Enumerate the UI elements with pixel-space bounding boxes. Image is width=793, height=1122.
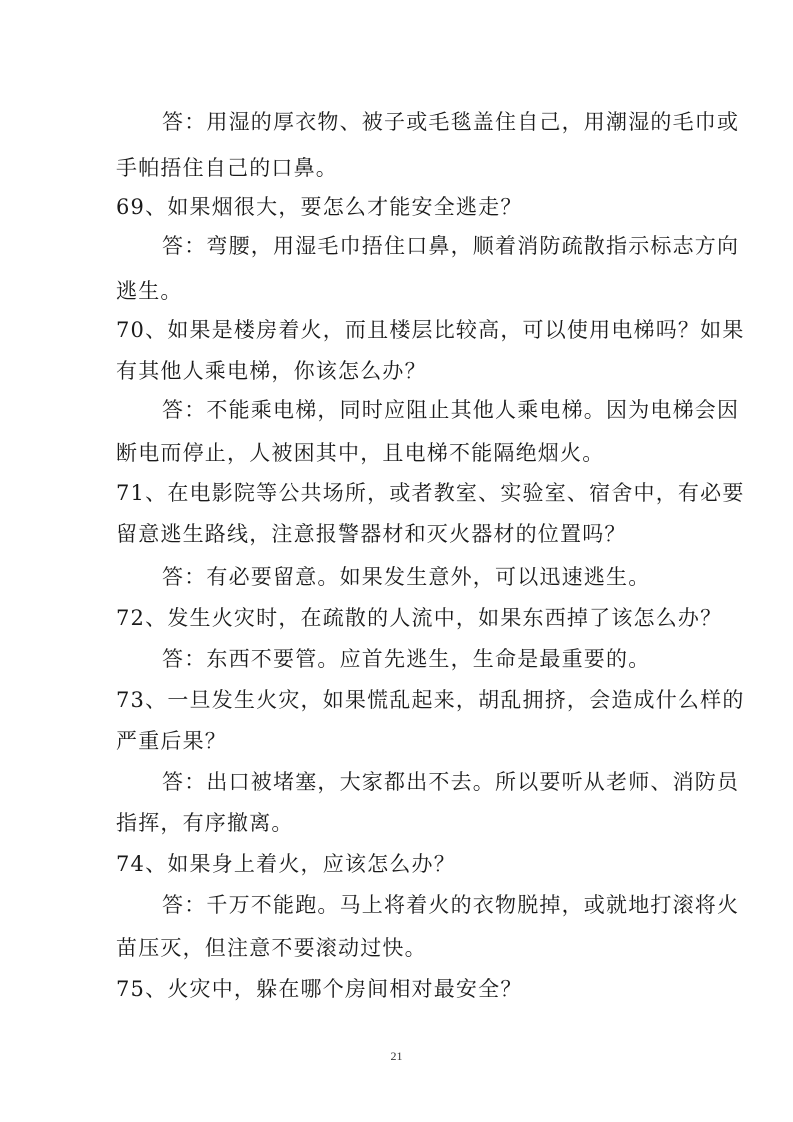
answer-69-line-2: 逃生。 — [116, 279, 183, 303]
question-70-line-2: 有其他人乘电梯，你该怎么办？ — [116, 359, 427, 383]
question-73-line-1: 73、一旦发生火灾，如果慌乱起来，胡乱拥挤，会造成什么样的 — [116, 688, 745, 712]
answer-70-line-1: 答：不能乘电梯，同时应阻止其他人乘电梯。因为电梯会因 — [162, 398, 740, 422]
question-70-line-1: 70、如果是楼房着火，而且楼层比较高，可以使用电梯吗？如果 — [116, 318, 745, 342]
question-75: 75、火灾中，躲在哪个房间相对最安全？ — [116, 977, 523, 1001]
answer-68-line-1: 答：用湿的厚衣物、被子或毛毯盖住自己，用潮湿的毛巾或 — [162, 110, 740, 134]
question-73-line-2: 严重后果？ — [116, 729, 227, 753]
answer-72: 答：东西不要管。应首先逃生，生命是最重要的。 — [162, 647, 651, 671]
answer-74-line-2: 苗压灭，但注意不要滚动过快。 — [116, 936, 427, 960]
answer-71: 答：有必要留意。如果发生意外，可以迅速逃生。 — [162, 565, 651, 589]
answer-74-line-1: 答：千万不能跑。马上将着火的衣物脱掉，或就地打滚将火 — [162, 893, 740, 917]
question-71-line-1: 71、在电影院等公共场所，或者教室、实验室、宿舍中，有必要 — [116, 481, 745, 505]
question-74: 74、如果身上着火，应该怎么办？ — [116, 852, 456, 876]
answer-68-line-2: 手帕捂住自己的口鼻。 — [116, 156, 338, 180]
answer-73-line-2: 指挥，有序撤离。 — [116, 811, 294, 835]
question-71-line-2: 留意逃生路线，注意报警器材和灭火器材的位置吗？ — [116, 522, 627, 546]
answer-70-line-2: 断电而停止，人被困其中，且电梯不能隔绝烟火。 — [116, 441, 605, 465]
answer-69-line-1: 答：弯腰，用湿毛巾捂住口鼻，顺着消防疏散指示标志方向 — [162, 234, 740, 258]
page-number: 21 — [390, 1049, 403, 1063]
question-69: 69、如果烟很大，要怎么才能安全逃走？ — [116, 195, 523, 219]
answer-73-line-1: 答：出口被堵塞，大家都出不去。所以要听从老师、消防员 — [162, 770, 740, 794]
question-72: 72、发生火灾时，在疏散的人流中，如果东西掉了该怎么办？ — [116, 606, 723, 630]
